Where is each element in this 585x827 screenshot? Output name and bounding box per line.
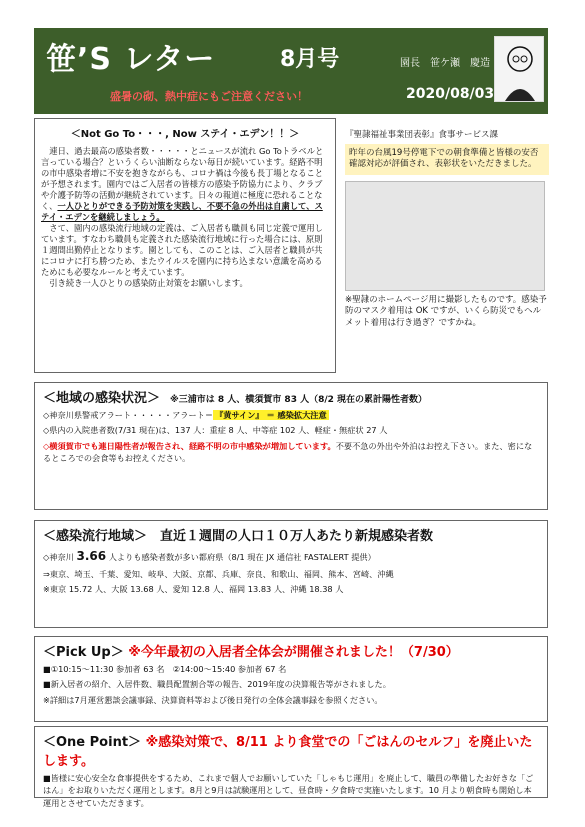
award-caption: ※聖隷のホームページ用に撮影したものです。感染予防のマスク着用は OK ですが、いくら防災でもヘルメット着用は行き過ぎ？ですかね。 bbox=[345, 294, 547, 328]
lead-paragraph: 引き続き一人ひとりの感染防止対策をお願いします。 bbox=[49, 278, 248, 289]
onepoint-section bbox=[34, 726, 548, 808]
slogan: 盛暑の砌、熱中症にもご注意ください！ bbox=[110, 90, 308, 103]
alert-line: ◇神奈川県警戒アラート・・・・・アラート＝ 『黄サイン』 ＝ 感染拡大注意 bbox=[43, 410, 327, 420]
local-infection-section bbox=[34, 382, 548, 510]
section-heading: ＜地域の感染状況＞ ※三浦市は 8 人、横須賀市 83 人（8/2 現在の累計陽性者数） bbox=[43, 391, 428, 406]
section-heading: ＜感染流行地域＞ 直近１週間の人口１０万人あたり新規感染者数 bbox=[43, 529, 434, 544]
pickup-line: ※詳細は7月運営懇談会議事録、決算資料等および後日発行の全体会議事録を参照ください。 bbox=[43, 694, 383, 705]
onepoint-line: ■皆様に安心安全な食事提供をするため、これまで個人でお願いしていた「しゃもじ運用」を廃止して、職員の準備したお好きな「ごはん」をお取りいただく運用とします。8月と9月は試験運用として、昼食時・夕食時で実施いたします。10 月より朝食時も開始し本運用とさせていただきます。 bbox=[43, 773, 534, 808]
award-section bbox=[345, 118, 549, 329]
warning-line: ◇横須賀市でも連日陽性者が報告され、経路不明の市中感染が増加しています。不要不急の外出や外泊はお控え下さい。また、密になるところでの会食等もお控えください。 bbox=[43, 440, 533, 463]
pickup-line: ■新入居者の紹介、入居件数、職員配置割合等の報告、2019年度の決算報告等がされました。 bbox=[43, 679, 391, 690]
lead-paragraph: 連日、過去最高の感染者数・・・・・とニュースが流れ Go Toトラベルと言っている場合？というくらい油断ならない毎日が続いています。経路不明の市中感染者増に不安を抱きながらも、コロナ禍は今後も長丁場となることが予想されます。園内ではご入居者の皆様方の感染予防協力により、クラブや介護予防等の活動が継続されています。日々の報道に極度に恐れることなく、一人ひとりができる予防対策を実践し、不要不急の外出は自粛して、ステイ・エデンを継続しましょう。 bbox=[41, 146, 324, 223]
pickup-section bbox=[34, 636, 548, 722]
hospital-line: ◇県内の入院患者数(7/31 現在)は、137 人：重症 8 人、中等症 102 人、軽症・無症状 27 人 bbox=[43, 425, 388, 436]
prefecture-list: ⇒東京、埼玉、千葉、愛知、岐阜、大阪、京都、兵庫、奈良、和歌山、福岡、熊本、宮崎、沖縄 bbox=[43, 569, 394, 579]
award-note: 昨年の台風19号停電下での朝食準備と皆様の安否確認対応が評価され、表彰状をいただきました。 bbox=[345, 144, 549, 175]
issue-label: 8月号 bbox=[280, 47, 340, 72]
award-photo bbox=[345, 181, 545, 291]
section-heading: ＜Pick Up＞ ※今年最初の入居者全体会が開催されました！（7/30） bbox=[43, 645, 459, 660]
issue-date: 2020/08/03 bbox=[406, 86, 495, 102]
newsletter-title: 笹’S レター bbox=[46, 42, 216, 77]
newsletter-header bbox=[34, 28, 548, 114]
epidemic-area-section bbox=[34, 520, 548, 628]
rate-list: ※東京 15.72 人、大阪 13.68 人、愛知 12.8 人、福岡 13.83 人、沖縄 18.38 人 bbox=[43, 584, 344, 595]
pickup-line: ■①10:15～11:30 参加者 63 名 ②14:00～15:40 参加者 67 名 bbox=[43, 664, 287, 674]
section-heading: ＜One Point＞ ※感染対策で、8/11 より食堂での「ごはんのセルフ」を廃止いたします。 bbox=[43, 735, 533, 769]
lead-article bbox=[34, 118, 336, 373]
lead-heading: ＜Not Go To・・・, Now ステイ・エデン！！＞ bbox=[70, 129, 300, 140]
director-name: 園長 笹ケ瀬 慶造 bbox=[400, 58, 490, 69]
portrait-image bbox=[494, 36, 544, 102]
threshold-line: ◇神奈川 3.66 人よりも感染者数が多い都府県（8/1 現在 JX 通信社 FASTALERT 提供） bbox=[43, 549, 376, 563]
award-heading: 『聖隷福祉事業団表彰』食事サービス課 bbox=[345, 130, 499, 140]
lead-paragraph: さて、園内の感染流行地域の定義は、ご入居者も職員も同じ定義で運用しています。すなわち職員も定義された感染流行地域に行った場合には、原則１週間出勤停止となります。園としても、このことは、ご入居者と職員が共にコロナに打ち勝つため、またウイルスを園内に持ち込まない意識を高めるためにも必要なルールと考えています。 bbox=[41, 223, 323, 278]
